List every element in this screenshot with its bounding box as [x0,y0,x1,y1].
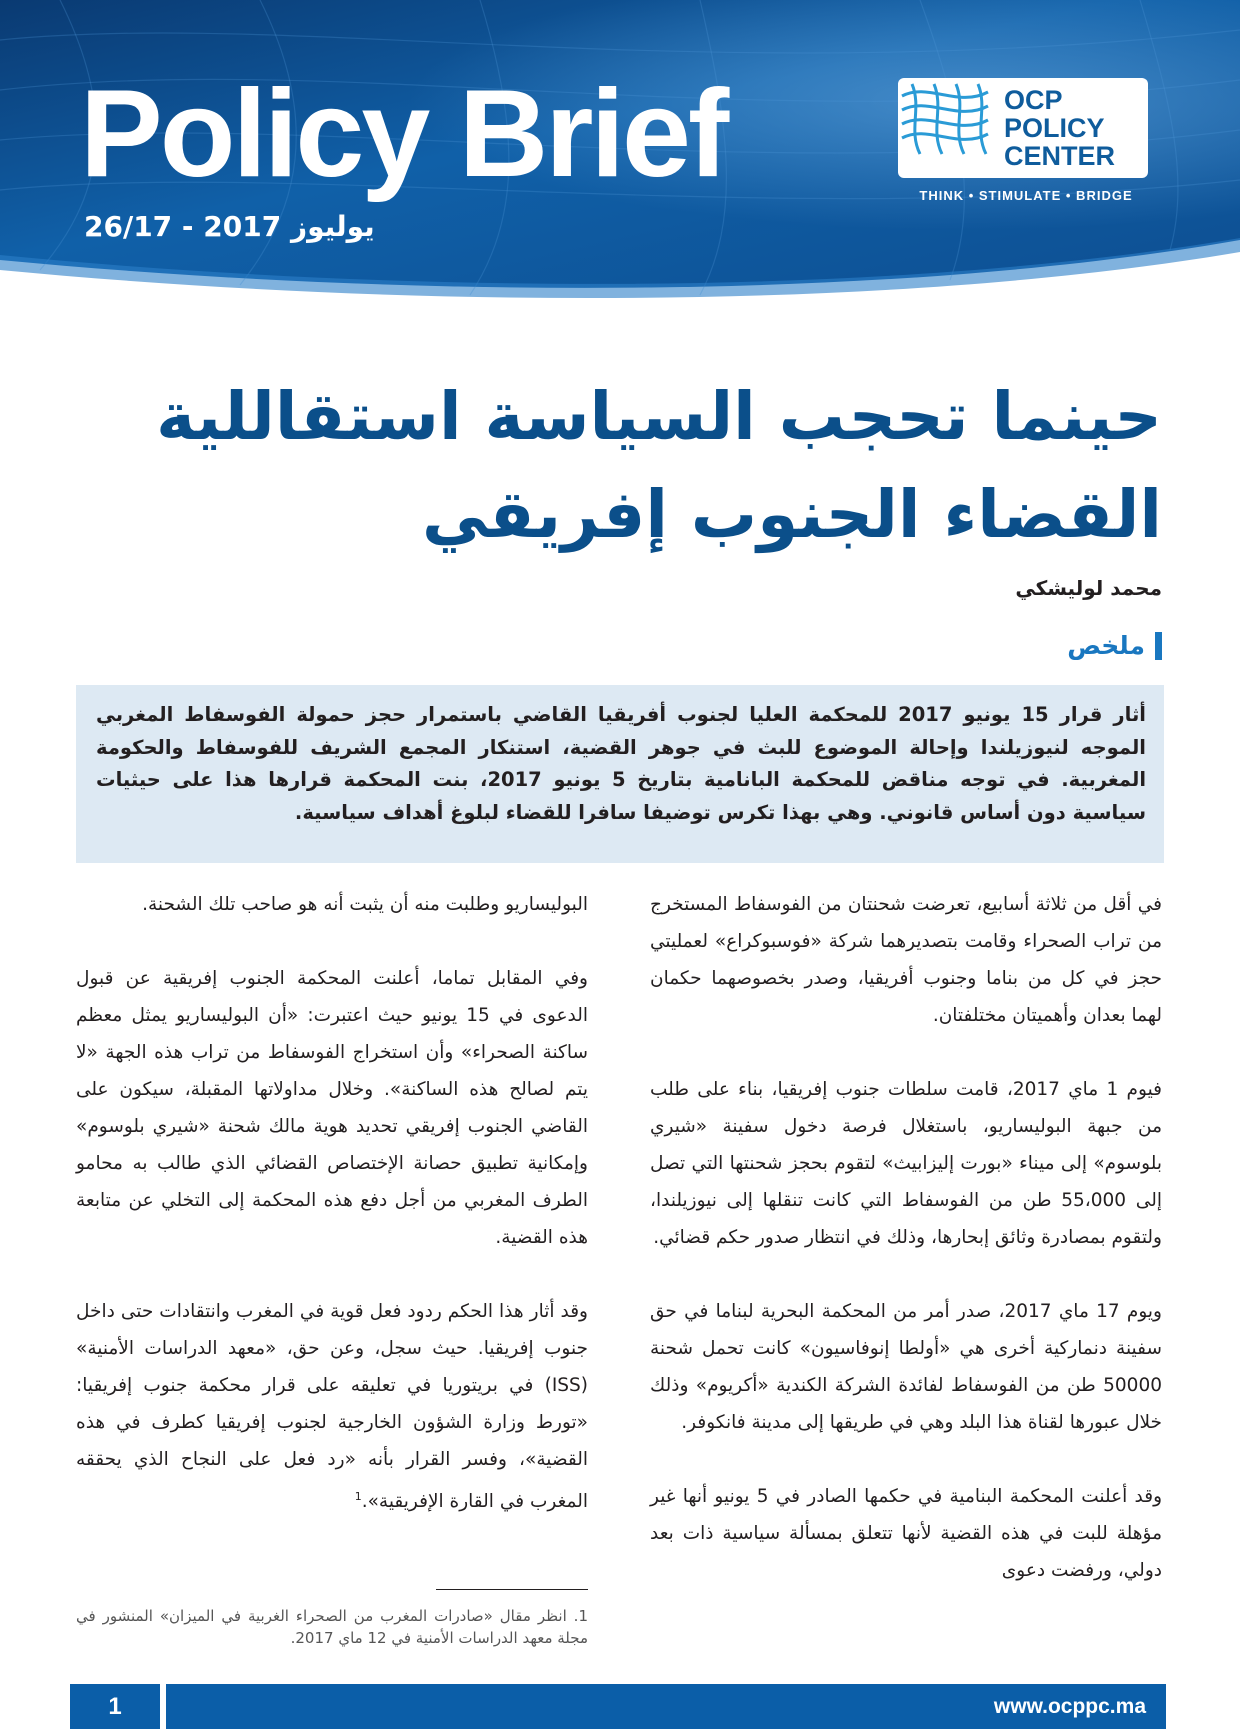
issue-date: يوليوز 2017 - 26/17 [84,210,375,243]
body-column-left [76,886,588,1520]
policy-brief-title: Policy Brief [80,65,727,203]
paragraph: البوليساريو وطلبت منه أن يثبت أنه هو صاحب تلك الشحنة. [142,894,588,915]
author-name: محمد لوليشكي [1015,576,1162,600]
logo-line-ocp: OCP [1004,85,1063,115]
paragraph: فيوم 1 ماي 2017، قامت سلطات جنوب إفريقيا، بناء على طلب من جبهة البوليساريو، باستغلال فرصة دخول سفينة «شيري بلوسوم» إلى ميناء «بورت إليزابيث» لتقوم بحجز شحنتها التي تصل إلى 55،000 طن من الفوسفاط التي كانت تنقلها إلى نيوزيلندا، ولتقوم بمصادرة وثائق إبحارها، وذلك في انتظار صدور حكم قضائي. [650,1079,1163,1248]
logo-line-center: CENTER [1004,141,1116,171]
footnote: 1. انظر مقال «صادرات المغرب من الصحراء الغربية في الميزان» المنشور في مجلة معهد الدراسات الأمنية في 12 ماي 2017. [76,1607,588,1647]
abstract-heading-text: ملخص [1067,631,1145,660]
footnote-reference[interactable]: 1 [354,1490,362,1503]
ocp-logo [898,78,1148,178]
page-number-box [70,1684,160,1729]
article-title [102,368,1162,564]
header-banner [0,0,1240,310]
abstract-text: أثار قرار 15 يونيو 2017 للمحكمة العليا لجنوب أفريقيا القاضي باستمرار حجز حمولة الفوسفاط المغربي الموجه لنيوزيلندا وإحالة الموضوع للبث في جوهر القضية، استنكار المجمع الشريف للفوسفاط والحكومة المغربية. في توجه مناقض للمحكمة البانامية بتاريخ 5 يونيو 2017، بنت المحكمة قرارها هذا على حيثيات سياسية دون أساس قانوني. وهي بهذا تكرس توضيفا سافرا للقضاء لبلوغ أهداف سياسية. [96,703,1146,824]
paragraph: وفي المقابل تماما، أعلنت المحكمة الجنوب إفريقية عن قبول الدعوى في 15 يونيو حيث اعتبرت: «أن البوليساريو يمثل معظم ساكنة الصحراء» وأن استخراج الفوسفاط من تراب هذه الجهة «لا يتم لصالح هذه الساكنة». وخلال مداولاتها المقبلة، سيكون على القاضي الجنوب إفريقي تحديد هوية مالك شحنة «شيري بلوسوم» وإمكانية تطبيق حصانة الإختصاص القضائي الذي طالب به محامو الطرف المغربي من أجل دفع هذه المحكمة إلى التخلي عن متابعة هذه القضية. [76,968,588,1248]
body-column-right [650,886,1162,1589]
logo-tagline: THINK • STIMULATE • BRIDGE [919,188,1133,203]
footnote-divider [436,1589,588,1590]
paragraph: ويوم 17 ماي 2017، صدر أمر من المحكمة البحرية لبناما في حق سفينة دنماركية أخرى هي «أولطا إنوفاسيون» كانت تحمل شحنة 50000 طن من الفوسفاط لفائدة الشركة الكندية «أكريوم» وذلك خلال عبورها لقناة هذا البلد وهي في طريقها إلى مدينة فانكوفر. [650,1301,1162,1433]
ocp-logo-text [1004,86,1115,170]
logo-line-policy: POLICY [1004,113,1105,143]
abstract-heading [1067,631,1162,660]
abstract-box [76,685,1164,863]
website-link[interactable]: www.ocppc.ma [993,1695,1146,1718]
paragraph-text: وقد أثار هذا الحكم ردود فعل قوية في المغرب وانتقادات حتى داخل جنوب إفريقيا. حيث سجل، وعن حق، «معهد الدراسات الأمنية» (ISS) في بريتوريا في تعليقه على قرار محكمة جنوب إفريقيا: «تورط وزارة الشؤون الخارجية لجنوب إفريقيا كطرف في هذه القضية»، وفسر القرار بأنه «رد فعل على النجاح الذي يحققه المغرب في القارة الإفريقية». [76,1301,588,1513]
paragraph: في أقل من ثلاثة أسابيع، تعرضت شحنتان من الفوسفاط المستخرج من تراب الصحراء وقامت بتصديرهما شركة «فوسبوكراع» لعمليتي حجز في كل من بناما وجنوب أفريقيا، وصدر بخصوصهما حكمان لهما بعدان وأهميتان مختلفتان. [650,894,1162,1026]
paragraph: وقد أعلنت المحكمة البنامية في حكمها الصادر في 5 يونيو أنها غير مؤهلة للبت في هذه القضية لأنها تتعلق بمسألة سياسية ذات بعد دولي، ورفضت دعوى [650,1486,1163,1581]
page-number: 1 [108,1693,122,1720]
article-title-line-1: حينما تحجب السياسة استقاللية [156,378,1162,455]
article-title-line-2: القضاء الجنوب إفريقي [422,476,1162,553]
abstract-heading-bar [1155,632,1162,660]
ocp-logo-mark-icon [898,78,993,158]
footer-bar [166,1684,1166,1729]
paragraph [76,1293,588,1520]
